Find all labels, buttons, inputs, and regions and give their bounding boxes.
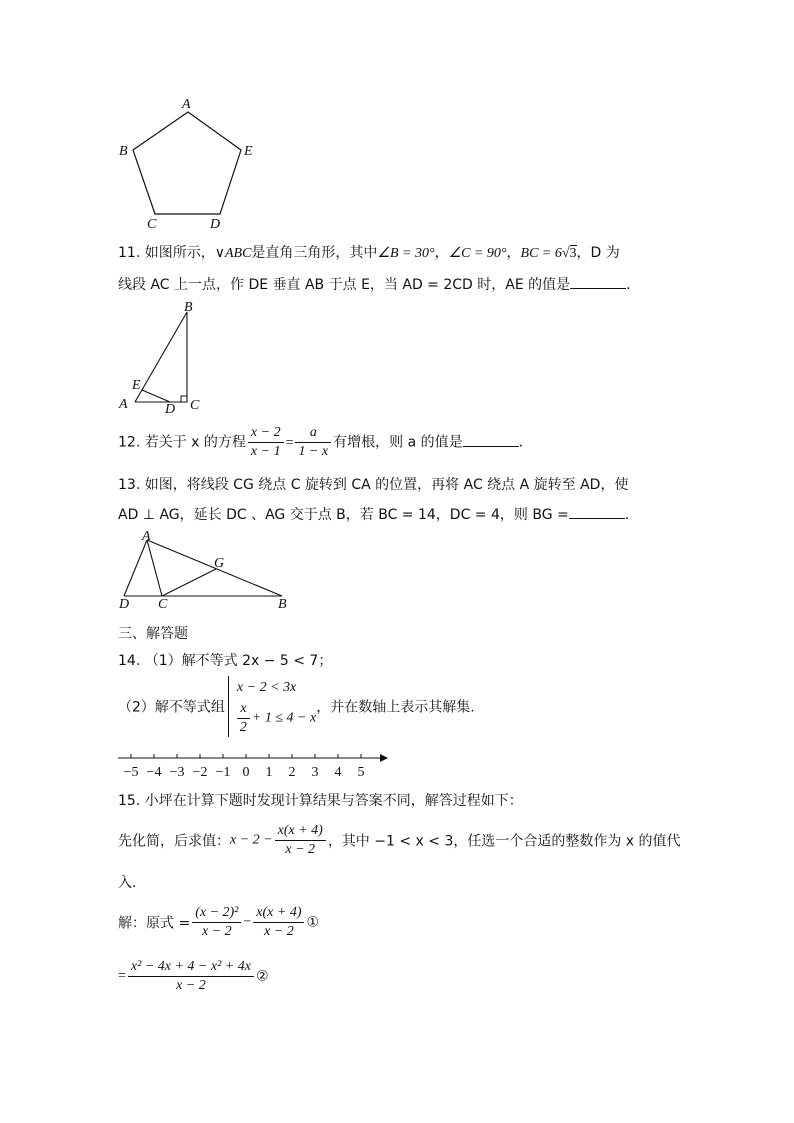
tick-label: 4: [334, 765, 342, 780]
label-C: C: [147, 217, 157, 232]
pentagon-shape: [133, 112, 241, 214]
q12-line: 12. 若关于 x 的方程 $\frac{x - 2}{x - 1}$ = $\frac{a}{1 - x}$ 有增根，则 a 的值是 .: [118, 425, 524, 459]
q13-line2-text: AD ⊥ AG，延长 DC 、AG 交于点 B，若 BC = 14，DC = 4，则 BG =: [118, 507, 569, 523]
section-title: 三、解答题: [118, 626, 188, 642]
fig11-label-E: E: [132, 378, 141, 393]
tick-label: −2: [192, 765, 208, 780]
q11-answer-blank[interactable]: [570, 274, 626, 289]
label-B: B: [119, 144, 128, 159]
tick-label: 1: [265, 765, 273, 780]
q11-bc: BC = 6: [520, 246, 562, 261]
q14-part2-suffix: ，并在数轴上表示其解集.: [316, 699, 475, 716]
fig11-label-B: B: [184, 300, 193, 315]
q15-solution-step2: = $\frac{\text{x² − 4x + 4 − x² + 4x}}{x - 2}$ ②: [118, 959, 269, 993]
q11-angle-b: ∠B = 30°: [377, 246, 435, 261]
q12-answer-blank[interactable]: [463, 432, 519, 447]
arrow-right-icon: [380, 754, 388, 762]
q12-lhs-fraction: $\frac{x - 2}{x - 1}$: [248, 424, 284, 461]
fig13-label-C: C: [158, 597, 168, 612]
q13-line2: AD ⊥ AG，延长 DC 、AG 交于点 B，若 BC = 14，DC = 4，则 BG = .: [118, 504, 629, 524]
q11-sqrt-val: 3: [569, 246, 577, 261]
q15-frac3: $\frac{\text{x² − 4x + 4 − x² + 4x}}{x - 2}$: [128, 958, 254, 995]
fig13-label-B: B: [278, 597, 287, 612]
q15-expr-lead: x − 2 −: [230, 832, 273, 848]
q14-part2: [118, 676, 475, 737]
tick-label: 0: [242, 765, 250, 780]
tick-label: −1: [215, 765, 231, 780]
q11-angle-c: ∠C = 90°: [448, 246, 507, 261]
q14-part2-prefix: （2）解不等式组: [118, 699, 225, 716]
q13-answer-blank[interactable]: [569, 504, 625, 519]
q15-simplify-prefix: 先化简，后求值：: [118, 833, 230, 850]
tick-label: −3: [169, 765, 185, 780]
q15-simplify-suffix: ，其中 −1 < x < 3，任选一个合适的整数作为 x 的值代: [327, 833, 681, 850]
q15-expr-fraction: $\frac{x(x + 4)}{x - 2}$: [275, 822, 326, 859]
q14-ineq2-fraction: $\frac{x}{2}$: [237, 700, 250, 737]
q15-line3: 入.: [118, 875, 137, 891]
pentagon-figure: [110, 90, 280, 235]
q11-line2-text: 线段 AC 上一点，作 DE 垂直 AB 于点 E，当 AD = 2CD 时，AE 的值是: [118, 277, 571, 293]
q11-line2: [118, 274, 631, 294]
q11-prefix: 11. 如图所示，: [118, 245, 215, 261]
q11-triangle-symbol: ∨: [214, 246, 225, 261]
q11-line1-end: ，D 为: [576, 245, 620, 261]
label-D: D: [210, 217, 221, 232]
fig13-label-D: D: [119, 597, 130, 612]
q15-line1: 15. 小坪在计算下题时发现计算结果与答案不同，解答过程如下：: [118, 793, 523, 809]
fig13-label-G: G: [214, 556, 225, 571]
q14-inequality-system: [228, 676, 316, 737]
fig11-label-C: C: [190, 398, 200, 413]
tick-label: 5: [357, 765, 365, 780]
q12-prefix: 12. 若关于 x 的方程: [118, 434, 246, 451]
fig11-label-D: D: [165, 402, 176, 417]
sqrt-sign: √: [561, 246, 570, 261]
tick-label: −4: [146, 765, 162, 780]
fig11-label-A: A: [119, 397, 128, 412]
q15-step1-mark: ①: [306, 914, 320, 931]
q11-period: .: [626, 277, 631, 293]
label-A: A: [182, 97, 191, 112]
q13-figure: [112, 528, 302, 613]
label-E: E: [244, 144, 253, 159]
q14-ineq2-rest: + 1 ≤ 4 − x: [251, 710, 317, 726]
q15-line2: [118, 822, 681, 859]
fig13-label-A: A: [142, 529, 151, 544]
q11-line1: 11. 如图所示，∨ABC是直角三角形，其中∠B = 30°，∠C = 90°，BC = 6√3，D 为: [118, 245, 620, 261]
q12-suffix: 有增根，则 a 的值是: [333, 434, 463, 451]
q14-part1: 14. （1）解不等式 2x − 5 < 7；: [118, 653, 333, 669]
q15-frac2: $\frac{x(x + 4)}{x - 2}$: [253, 904, 304, 941]
q14-ineq1: x − 2 < 3x: [236, 680, 297, 695]
q15-frac1: $\frac{\text{(x − 2)²}}{x - 2}$: [192, 904, 241, 941]
tick-label: 3: [311, 765, 319, 780]
q11-mid: 是直角三角形，其中: [251, 245, 378, 261]
tick-label: 2: [288, 765, 296, 780]
number-line[interactable]: [118, 750, 388, 782]
q15-solution-step1: 解：原式 = $\frac{\text{(x − 2)²}}{x - 2}$ − $\frac{x(x + 4)}{x - 2}$ ①: [118, 905, 320, 939]
q12-rhs-fraction: $\frac{a}{1 - x}$: [295, 424, 331, 461]
q11-triangle-name: ABC: [224, 246, 252, 261]
tick-label: −5: [123, 765, 139, 780]
q15-step2-mark: ②: [255, 968, 269, 985]
q13-line1: 13. 如图，将线段 CG 绕点 C 旋转到 CA 的位置，再将 AC 绕点 A 旋转至 AD，使: [118, 477, 629, 493]
q11-triangle-figure: [115, 300, 210, 417]
q15-sol-prefix: 解：原式 =: [118, 915, 191, 932]
